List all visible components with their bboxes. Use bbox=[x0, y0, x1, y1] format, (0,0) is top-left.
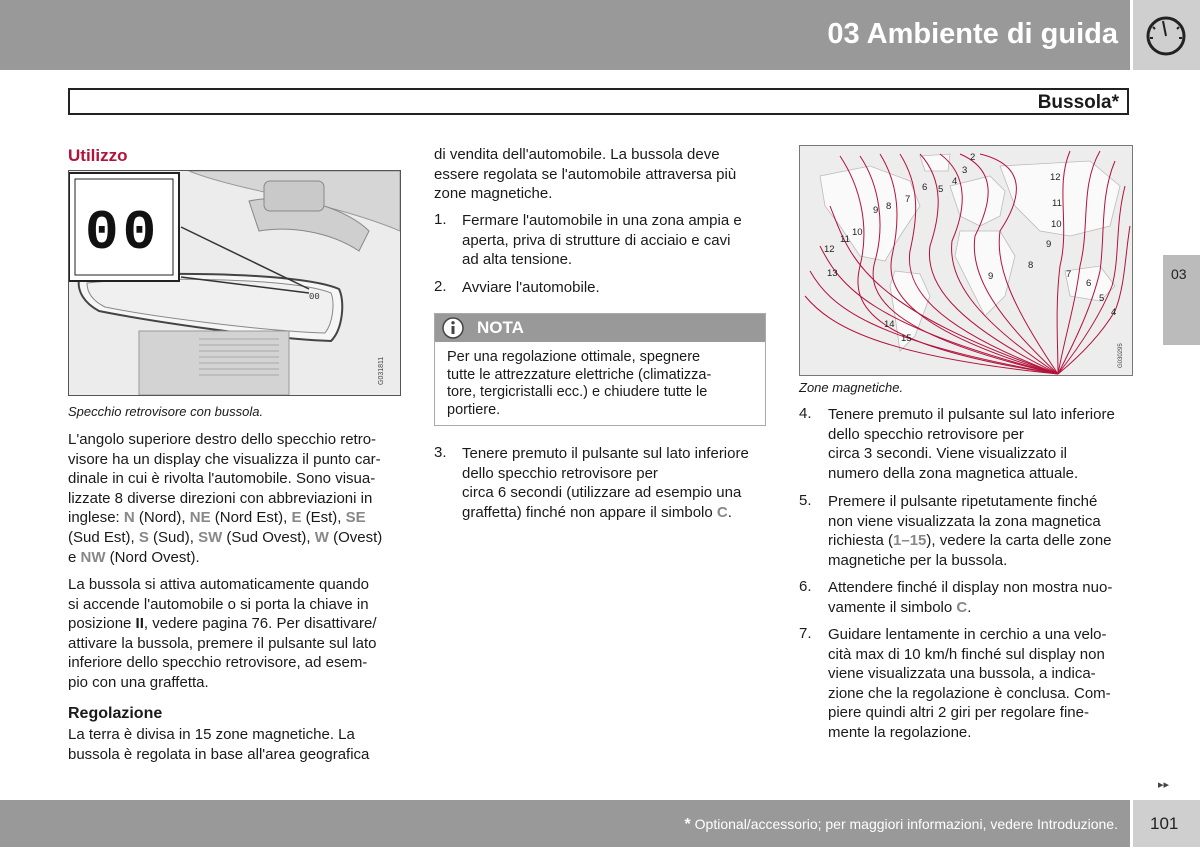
text-line: numero della zona magnetica attuale. bbox=[828, 464, 1079, 482]
text-line: non viene visualizzata la zona magnetica bbox=[828, 512, 1101, 530]
zone-label: 9 bbox=[1046, 239, 1052, 250]
zone-label: 8 bbox=[1028, 260, 1034, 271]
text-line: vamente il simbolo C. bbox=[828, 598, 972, 616]
text-line: dinale in cui è rivolta l'automobile. Sono visua- bbox=[68, 470, 376, 488]
text-line: circa 3 secondi. Viene visualizzato il bbox=[828, 445, 1068, 463]
text-line: graffetta) finché non appare il simbolo C. bbox=[462, 503, 732, 521]
footer-note: * Optional/accessorio; per maggiori informazioni, vedere Introduzione. bbox=[684, 816, 1118, 833]
zone-label: 12 bbox=[824, 244, 835, 255]
regolazione-heading: Regolazione bbox=[68, 705, 163, 722]
intro-paragraph bbox=[68, 430, 408, 567]
text-line: L'angolo superiore destro dello specchio retro- bbox=[68, 431, 377, 448]
text-line: Avviare l'automobile. bbox=[462, 279, 600, 296]
note-label: NOTA bbox=[477, 318, 524, 337]
text-line: Tenere premuto il pulsante sul lato inferiore bbox=[462, 445, 749, 462]
text-line: Attendere finché il display non mostra nuo- bbox=[828, 579, 1113, 596]
mirror-caption: Specchio retrovisore con bussola. bbox=[68, 404, 264, 419]
magnetic-zones-map bbox=[799, 145, 1133, 376]
zone-label: 7 bbox=[905, 194, 911, 205]
step-2 bbox=[462, 278, 772, 298]
text-line: La terra è divisa in 15 zone magnetiche. La bbox=[68, 726, 355, 743]
text-line: di vendita dell'automobile. La bussola deve bbox=[434, 146, 720, 163]
text-line: portiere. bbox=[447, 401, 501, 418]
text-line: zione che la regolazione è conclusa. Com- bbox=[828, 684, 1111, 702]
zone-label: 9 bbox=[873, 205, 879, 216]
regolazione-paragraph bbox=[68, 725, 408, 764]
zone-label: 7 bbox=[1066, 269, 1072, 280]
text-line: zone magnetiche. bbox=[434, 185, 553, 203]
text-line: ad alta tensione. bbox=[462, 251, 573, 269]
gauge-icon bbox=[1133, 0, 1200, 70]
side-tab-label: 03 bbox=[1171, 266, 1187, 282]
middle-intro bbox=[434, 145, 774, 204]
text-line: Premere il pulsante ripetutamente finché bbox=[828, 493, 1098, 510]
text-line: dello specchio retrovisore per bbox=[462, 464, 658, 482]
text-line: Fermare l'automobile in una zona ampia e bbox=[462, 212, 742, 229]
zone-label: 2 bbox=[970, 152, 976, 163]
section-title: Bussola* bbox=[1037, 92, 1119, 113]
zone-label: 4 bbox=[952, 176, 958, 187]
text-line: Tenere premuto il pulsante sul lato inferiore bbox=[828, 406, 1115, 423]
text-line: piere quindi altri 2 giri per regolare fine- bbox=[828, 704, 1089, 722]
activation-paragraph bbox=[68, 575, 408, 693]
text-line: essere regolata se l'automobile attraversa più bbox=[434, 165, 737, 183]
text-line: inferiore dello specchio retrovisore, ad esem- bbox=[68, 654, 368, 672]
text-line: Per una regolazione ottimale, spegnere bbox=[447, 349, 701, 365]
zone-label: 11 bbox=[1052, 198, 1062, 209]
step-number: 7. bbox=[799, 625, 812, 642]
zone-label: 10 bbox=[852, 227, 863, 238]
zone-label: 6 bbox=[1086, 278, 1092, 289]
zone-label: 15 bbox=[901, 333, 912, 344]
zone-label: 3 bbox=[962, 165, 968, 176]
step-number: 3. bbox=[434, 444, 447, 461]
step-6 bbox=[828, 578, 1148, 617]
step-1 bbox=[462, 211, 772, 270]
text-line: La bussola si attiva automaticamente quando bbox=[68, 576, 370, 593]
text-line: dello specchio retrovisore per bbox=[828, 425, 1024, 443]
text-line: tore, tergicristalli ecc.) e chiudere tutte le bbox=[447, 384, 708, 400]
text-line: richiesta (1–15), vedere la carta delle zone bbox=[828, 532, 1112, 550]
map-caption: Zone magnetiche. bbox=[799, 380, 904, 395]
zone-label: 12 bbox=[1050, 172, 1061, 183]
note-box bbox=[434, 313, 766, 426]
text-line: viene visualizzata una bussola, a indica- bbox=[828, 665, 1096, 683]
text-line: circa 6 secondi (utilizzare ad esempio una bbox=[462, 484, 742, 502]
note-header bbox=[435, 314, 765, 342]
zone-label: 14 bbox=[884, 319, 895, 330]
text-line: aperta, priva di strutture di acciaio e cavi bbox=[462, 231, 731, 249]
zone-label: 8 bbox=[886, 201, 892, 212]
mirror-display-small: 00 bbox=[309, 292, 320, 302]
zone-label: 11 bbox=[840, 234, 850, 245]
map-code: G030295 bbox=[1118, 343, 1124, 368]
zone-label: 5 bbox=[1099, 293, 1105, 304]
step-number: 1. bbox=[434, 211, 447, 228]
text-line: magnetiche per la bussola. bbox=[828, 551, 1008, 569]
zone-label: 6 bbox=[922, 182, 928, 193]
step-3 bbox=[462, 444, 774, 522]
text-line: tutte le attrezzature elettriche (climatizza- bbox=[447, 366, 712, 383]
note-text bbox=[447, 349, 747, 419]
step-4 bbox=[828, 405, 1148, 483]
text-line: inglese: N (Nord), NE (Nord Est), E (Est), SE bbox=[68, 509, 366, 527]
text-line: visore ha un display che visualizza il punto car- bbox=[68, 450, 381, 468]
chapter-side-tab bbox=[1163, 255, 1200, 345]
compass-display-readout: 00 bbox=[85, 201, 161, 265]
step-7 bbox=[828, 625, 1148, 743]
text-line: e NW (Nord Ovest). bbox=[68, 548, 200, 566]
zone-label: 10 bbox=[1051, 219, 1062, 230]
zone-label: 13 bbox=[827, 268, 838, 279]
world-zone-map bbox=[800, 146, 1132, 375]
step-number: 4. bbox=[799, 405, 812, 422]
step-number: 2. bbox=[434, 278, 447, 295]
chapter-title: 03 Ambiente di guida bbox=[827, 18, 1118, 50]
step-number: 5. bbox=[799, 492, 812, 509]
text-line: bussola è regolata in base all'area geografica bbox=[68, 745, 370, 763]
zone-label: 4 bbox=[1111, 307, 1117, 318]
text-line: si accende l'automobile o si porta la chiave in bbox=[68, 595, 369, 613]
section-bar bbox=[68, 88, 1129, 115]
mirror-figure bbox=[68, 170, 401, 396]
text-line: cità max di 10 km/h finché sul display non bbox=[828, 645, 1105, 663]
utilizzo-heading: Utilizzo bbox=[68, 146, 128, 165]
text-line: lizzate 8 diverse direzioni con abbreviazioni in bbox=[68, 489, 373, 507]
text-line: pio con una graffetta. bbox=[68, 673, 209, 691]
text-line: (Sud Est), S (Sud), SW (Sud Ovest), W (Ovest) bbox=[68, 528, 383, 546]
zone-label: 5 bbox=[938, 184, 944, 195]
zone-label: 9 bbox=[988, 271, 994, 282]
text-line: mente la regolazione. bbox=[828, 723, 972, 741]
text-line: attivare la bussola, premere il pulsante sul lato bbox=[68, 634, 377, 652]
info-icon bbox=[441, 317, 465, 339]
text-line: posizione II, vedere pagina 76. Per disattivare/ bbox=[68, 615, 377, 633]
text-line: Guidare lentamente in cerchio a una velo- bbox=[828, 626, 1107, 643]
page-number: 101 bbox=[1150, 814, 1179, 833]
continue-arrow-icon: ▸▸ bbox=[1158, 779, 1170, 791]
step-number: 6. bbox=[799, 578, 812, 595]
figure-code: G031811 bbox=[378, 356, 385, 385]
page-number-box bbox=[1133, 800, 1200, 847]
step-5 bbox=[828, 492, 1148, 570]
